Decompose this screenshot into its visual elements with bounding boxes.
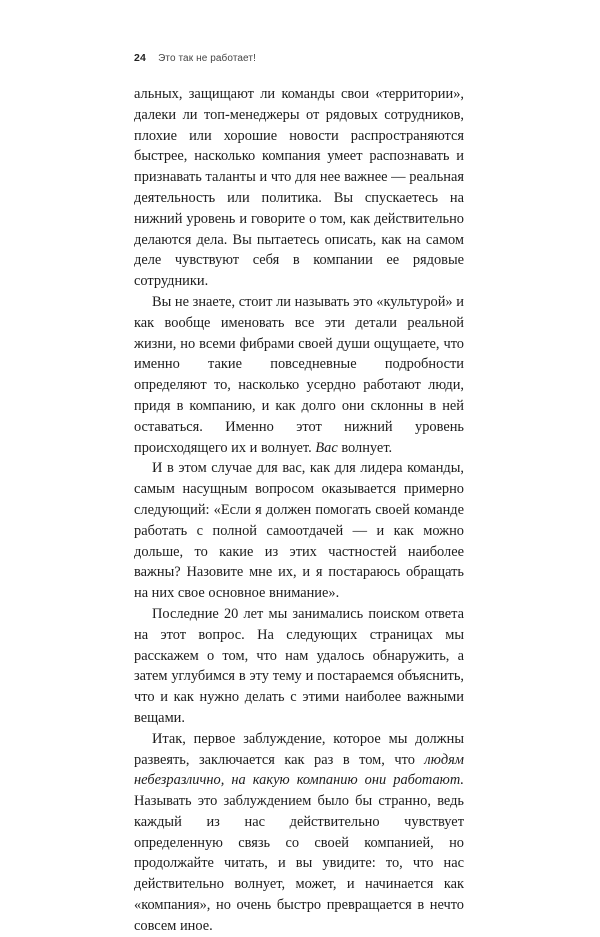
paragraph-5-lead: Итак, первое заблуждение, которое мы должны развеять, заключается как раз в том, что xyxy=(134,730,464,768)
paragraph-3 xyxy=(134,458,464,604)
paragraph-2-emphasis: Вас xyxy=(315,439,338,456)
paragraph-5-emphasis: людям небезразлично, на какую компанию они работают. xyxy=(134,751,464,789)
paragraph-4 xyxy=(134,604,464,729)
paragraph-2 xyxy=(134,292,464,458)
page-number: 24 xyxy=(134,52,147,64)
paragraph-5-tail: Называть это заблуждением было бы странно, ведь каждый из нас действительно чувствует определенную связь со своей компанией, но продолжайте читать, и вы увидите: то, что нас действительно волнует, может, и начинается как «компания», но очень быстро превращается в нечто совсем иное. xyxy=(134,793,464,934)
running-title: Это так не работает! xyxy=(158,53,256,64)
running-header xyxy=(134,51,256,65)
paragraph-1 xyxy=(134,84,464,292)
paragraph-1-text: альных, защищают ли команды свои «территории», далеки ли топ-менеджеры от рядовых сотрудников, плохие или хорошие новости распространяются быстрее, насколько компания умеет распознавать и признавать таланты и что для нее важнее — реальная деятельность или политика. Вы спускаетесь на нижний уровень и говорите о том, как действительно делаются дела. Вы пытаетесь описать, как на самом деле чувствуют себя в компании ее рядовые сотрудники. xyxy=(134,86,464,290)
body-text xyxy=(134,84,464,937)
paragraph-2-tail: волнует. xyxy=(341,439,393,456)
paragraph-4-text: Последние 20 лет мы занимались поиском ответа на этот вопрос. На следующих страницах мы расскажем о том, что нам удалось обнаружить, а затем углубимся в эту тему и постараемся объяснить, что и как нужно делать с этими наиболее важными вещами. xyxy=(134,605,464,726)
paragraph-3-text: И в этом случае для вас, как для лидера команды, самым насущным вопросом оказывается примерно следующий: «Если я должен помогать своей команде работать с полной самоотдачей — и как можно дольше, то какие из этих частностей наиболее важны? Назовите мне их, и я постараюсь обращать на них свое основное внимание». xyxy=(134,460,464,602)
paragraph-5 xyxy=(134,729,464,937)
paragraph-2-text: Вы не знаете, стоит ли называть это «культурой» и как вообще именовать все эти детали реальной жизни, но всеми фибрами своей души ощущаете, что именно такие повседневные подробности определяют то, насколько усердно работают люди, придя в компанию, и как долго они склонны в ней оставаться. Именно этот нижний уровень происходящего их и волнует. xyxy=(134,293,464,456)
